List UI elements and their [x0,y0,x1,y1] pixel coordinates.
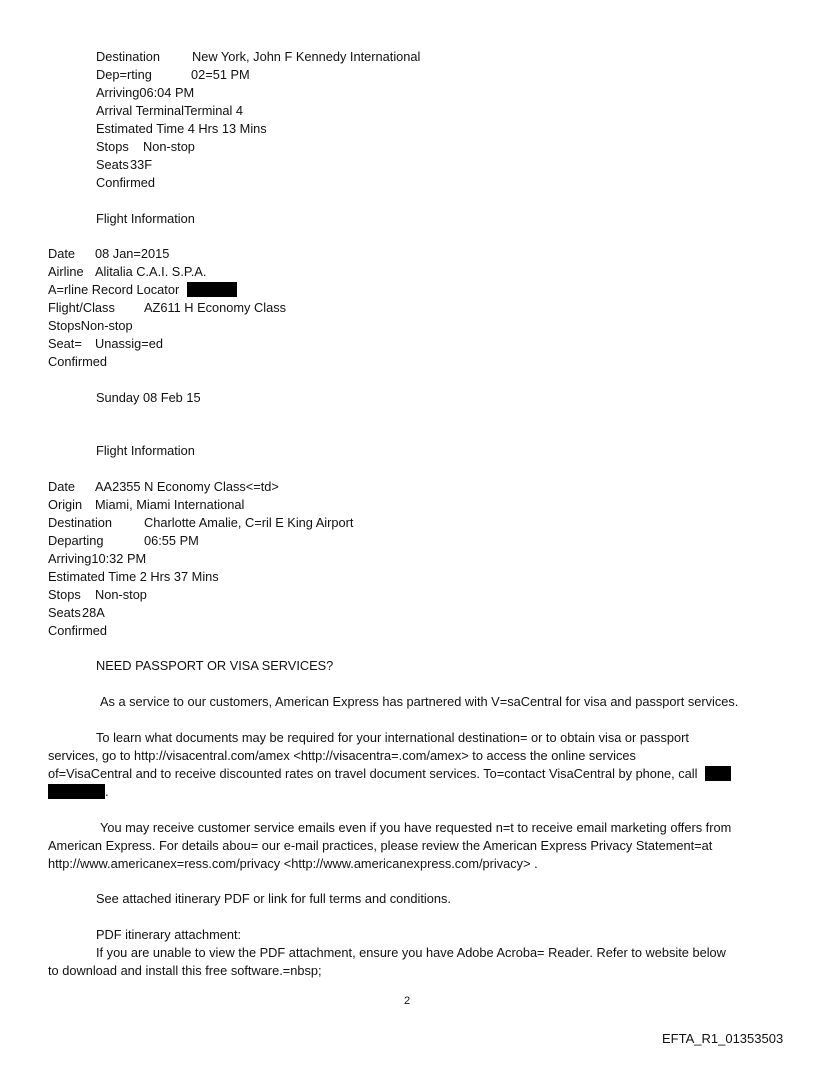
flight-class-label: Flight/Class [48,300,115,315]
visa-paragraph-2-line-2: services, go to http://visacentral.com/amex <http://visacentra=.com/amex> to access the online services [48,748,636,763]
visa-heading: NEED PASSPORT OR VISA SERVICES? [96,658,334,673]
origin-value: Miami, Miami International [95,497,245,512]
status-confirmed: Confirmed [96,175,156,190]
origin-row [48,497,244,513]
visa-paragraph-2-end: . [105,784,109,799]
seats-label: Seats [48,605,81,620]
stops-row [96,139,195,155]
seats-value: 33F [130,157,153,172]
privacy-line-3: http://www.americanex=ress.com/privacy <http://www.americanexpress.com/privacy> . [48,856,538,871]
date-label: Date [48,479,76,494]
flight-information-heading: Flight Information [96,211,195,226]
departing-label: Departing [48,533,104,548]
stops-row: StopsNon-stop [48,318,133,333]
estimated-time-row: Estimated Time 4 Hrs 13 Mins [96,121,267,136]
departing-value: 06:55 PM [144,533,199,548]
date-value: AA2355 N Economy Class<=td> [95,479,279,494]
seats-row [48,605,105,621]
airline-row [48,264,206,280]
destination-label: Destination [48,515,113,530]
origin-label: Origin [48,497,83,512]
visa-paragraph-2-line-3 [48,766,731,782]
page-number: 2 [404,995,411,1007]
visa-paragraph-2-text: of=VisaCentral and to receive discounted rates on travel document services. To=contact VisaCentral by phone, call [48,766,698,781]
airline-value: Alitalia C.A.I. S.P.A. [95,264,207,279]
destination-value: New York, John F Kennedy International [192,49,421,64]
date-row [48,246,169,262]
seats-label: Seats [96,157,129,172]
departing-row [96,67,250,83]
visa-paragraph-1: As a service to our customers, American Express has partnered with V=saCentral for visa and passport services. [100,694,739,709]
departing-label: Dep=rting [96,67,152,82]
attached-itinerary-note: See attached itinerary PDF or link for full terms and conditions. [96,891,451,906]
airline-label: Airline [48,264,84,279]
arrival-terminal-row: Arrival TerminalTerminal 4 [96,103,243,118]
estimated-time-row: Estimated Time 2 Hrs 37 Mins [48,569,219,584]
stops-label: Stops [96,139,129,154]
departing-value: 02=51 PM [191,67,250,82]
destination-label: Destination [96,49,161,64]
redaction-box [187,282,237,297]
departing-row [48,533,199,549]
stops-row [48,587,147,603]
stops-value: Non-stop [143,139,195,154]
bates-number: EFTA_R1_01353503 [662,1031,784,1046]
pdf-line-2: to download and install this free software.=nbsp; [48,963,322,978]
flight-class-row [48,300,286,316]
seats-row [96,157,152,173]
date-value: 08 Jan=2015 [95,246,170,261]
day-heading: Sunday 08 Feb 15 [96,390,201,405]
destination-row [48,515,353,531]
seat-label: Seat= [48,336,82,351]
arriving-row: Arriving06:04 PM [96,85,195,100]
record-locator-label: A=rline Record Locator [48,282,180,297]
status-confirmed: Confirmed [48,354,108,369]
redaction-box [48,784,105,799]
seat-value: Unassig=ed [95,336,163,351]
destination-value: Charlotte Amalie, C=ril E King Airport [144,515,354,530]
date-label: Date [48,246,76,261]
seats-value: 28A [82,605,105,620]
stops-label: Stops [48,587,81,602]
status-confirmed: Confirmed [48,623,108,638]
pdf-line-1: If you are unable to view the PDF attachment, ensure you have Adobe Acroba= Reader. Refer to website below [96,945,726,960]
visa-paragraph-2-line-1: To learn what documents may be required for your international destination= or to obtain visa or passport [96,730,689,745]
date-row [48,479,279,495]
redaction-box [705,766,731,781]
privacy-line-2: American Express. For details abou= our e-mail practices, please review the American Express Privacy Statement=at [48,838,713,853]
flight-information-heading: Flight Information [96,443,195,458]
arriving-row: Arriving10:32 PM [48,551,147,566]
privacy-line-1: You may receive customer service emails even if you have requested n=t to receive email marketing offers from [100,820,732,835]
stops-value: Non-stop [95,587,147,602]
pdf-heading: PDF itinerary attachment: [96,927,242,942]
flight-class-value: AZ611 H Economy Class [144,300,287,315]
visa-paragraph-2-line-4 [48,784,109,800]
record-locator-row [48,282,237,298]
destination-row [96,49,420,65]
seat-row [48,336,163,352]
